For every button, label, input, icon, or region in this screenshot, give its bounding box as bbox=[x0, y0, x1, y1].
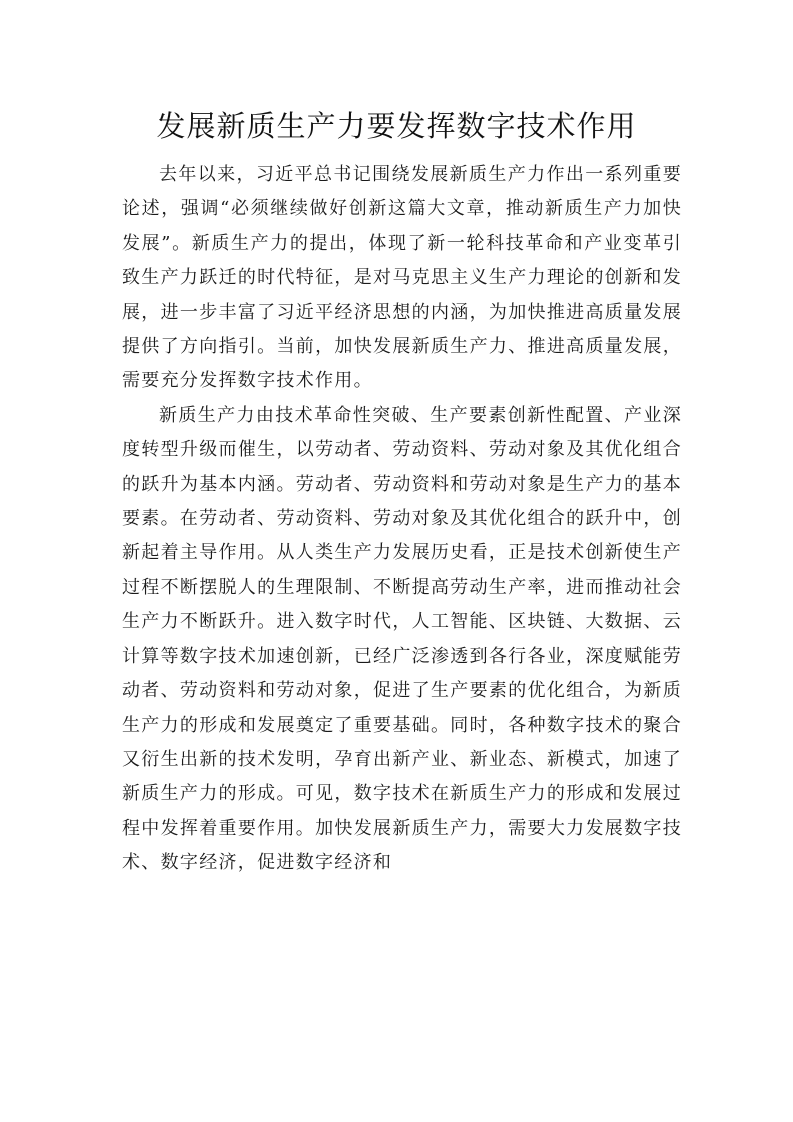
document-body bbox=[122, 158, 682, 881]
document-title: 发展新质生产力要发挥数字技术作用 bbox=[156, 109, 637, 143]
paragraph-1: 去年以来，习近平总书记围绕发展新质生产力作出一系列重要论述，强调“必须继续做好创新这篇大文章，推动新质生产力加快发展”。新质生产力的提出，体现了新一轮科技革命和产业变革引致生产力跃迁的时代特征，是对马克思主义生产力理论的创新和发展，进一步丰富了习近平经济思想的内涵，为加快推进高质量发展提供了方向指引。当前，加快发展新质生产力、推进高质量发展，需要充分发挥数字技术作用。 bbox=[122, 164, 682, 392]
paragraph-2: 新质生产力由技术革命性突破、生产要素创新性配置、产业深度转型升级而催生，以劳动者、劳动资料、劳动对象及其优化组合的跃升为基本内涵。劳动者、劳动资料和劳动对象是生产力的基本要素。在劳动者、劳动资料、劳动对象及其优化组合的跃升中，创新起着主导作用。从人类生产力发展历史看，正是技术创新使生产过程不断摆脱人的生理限制、不断提高劳动生产率，进而推动社会生产力不断跃升。进入数字时代，人工智能、区块链、大数据、云计算等数字技术加速创新，已经广泛渗透到各行各业，深度赋能劳动者、劳动资料和劳动对象，促进了生产要素的优化组合，为新质生产力的形成和发展奠定了重要基础。同时，各种数字技术的聚合又衍生出新的技术发明，孕育出新产业、新业态、新模式，加速了新质生产力的形成。可见，数字技术在新质生产力的形成和发展过程中发挥着重要作用。加快发展新质生产力，需要大力发展数字技术、数字经济，促进数字经济和 bbox=[122, 404, 682, 874]
